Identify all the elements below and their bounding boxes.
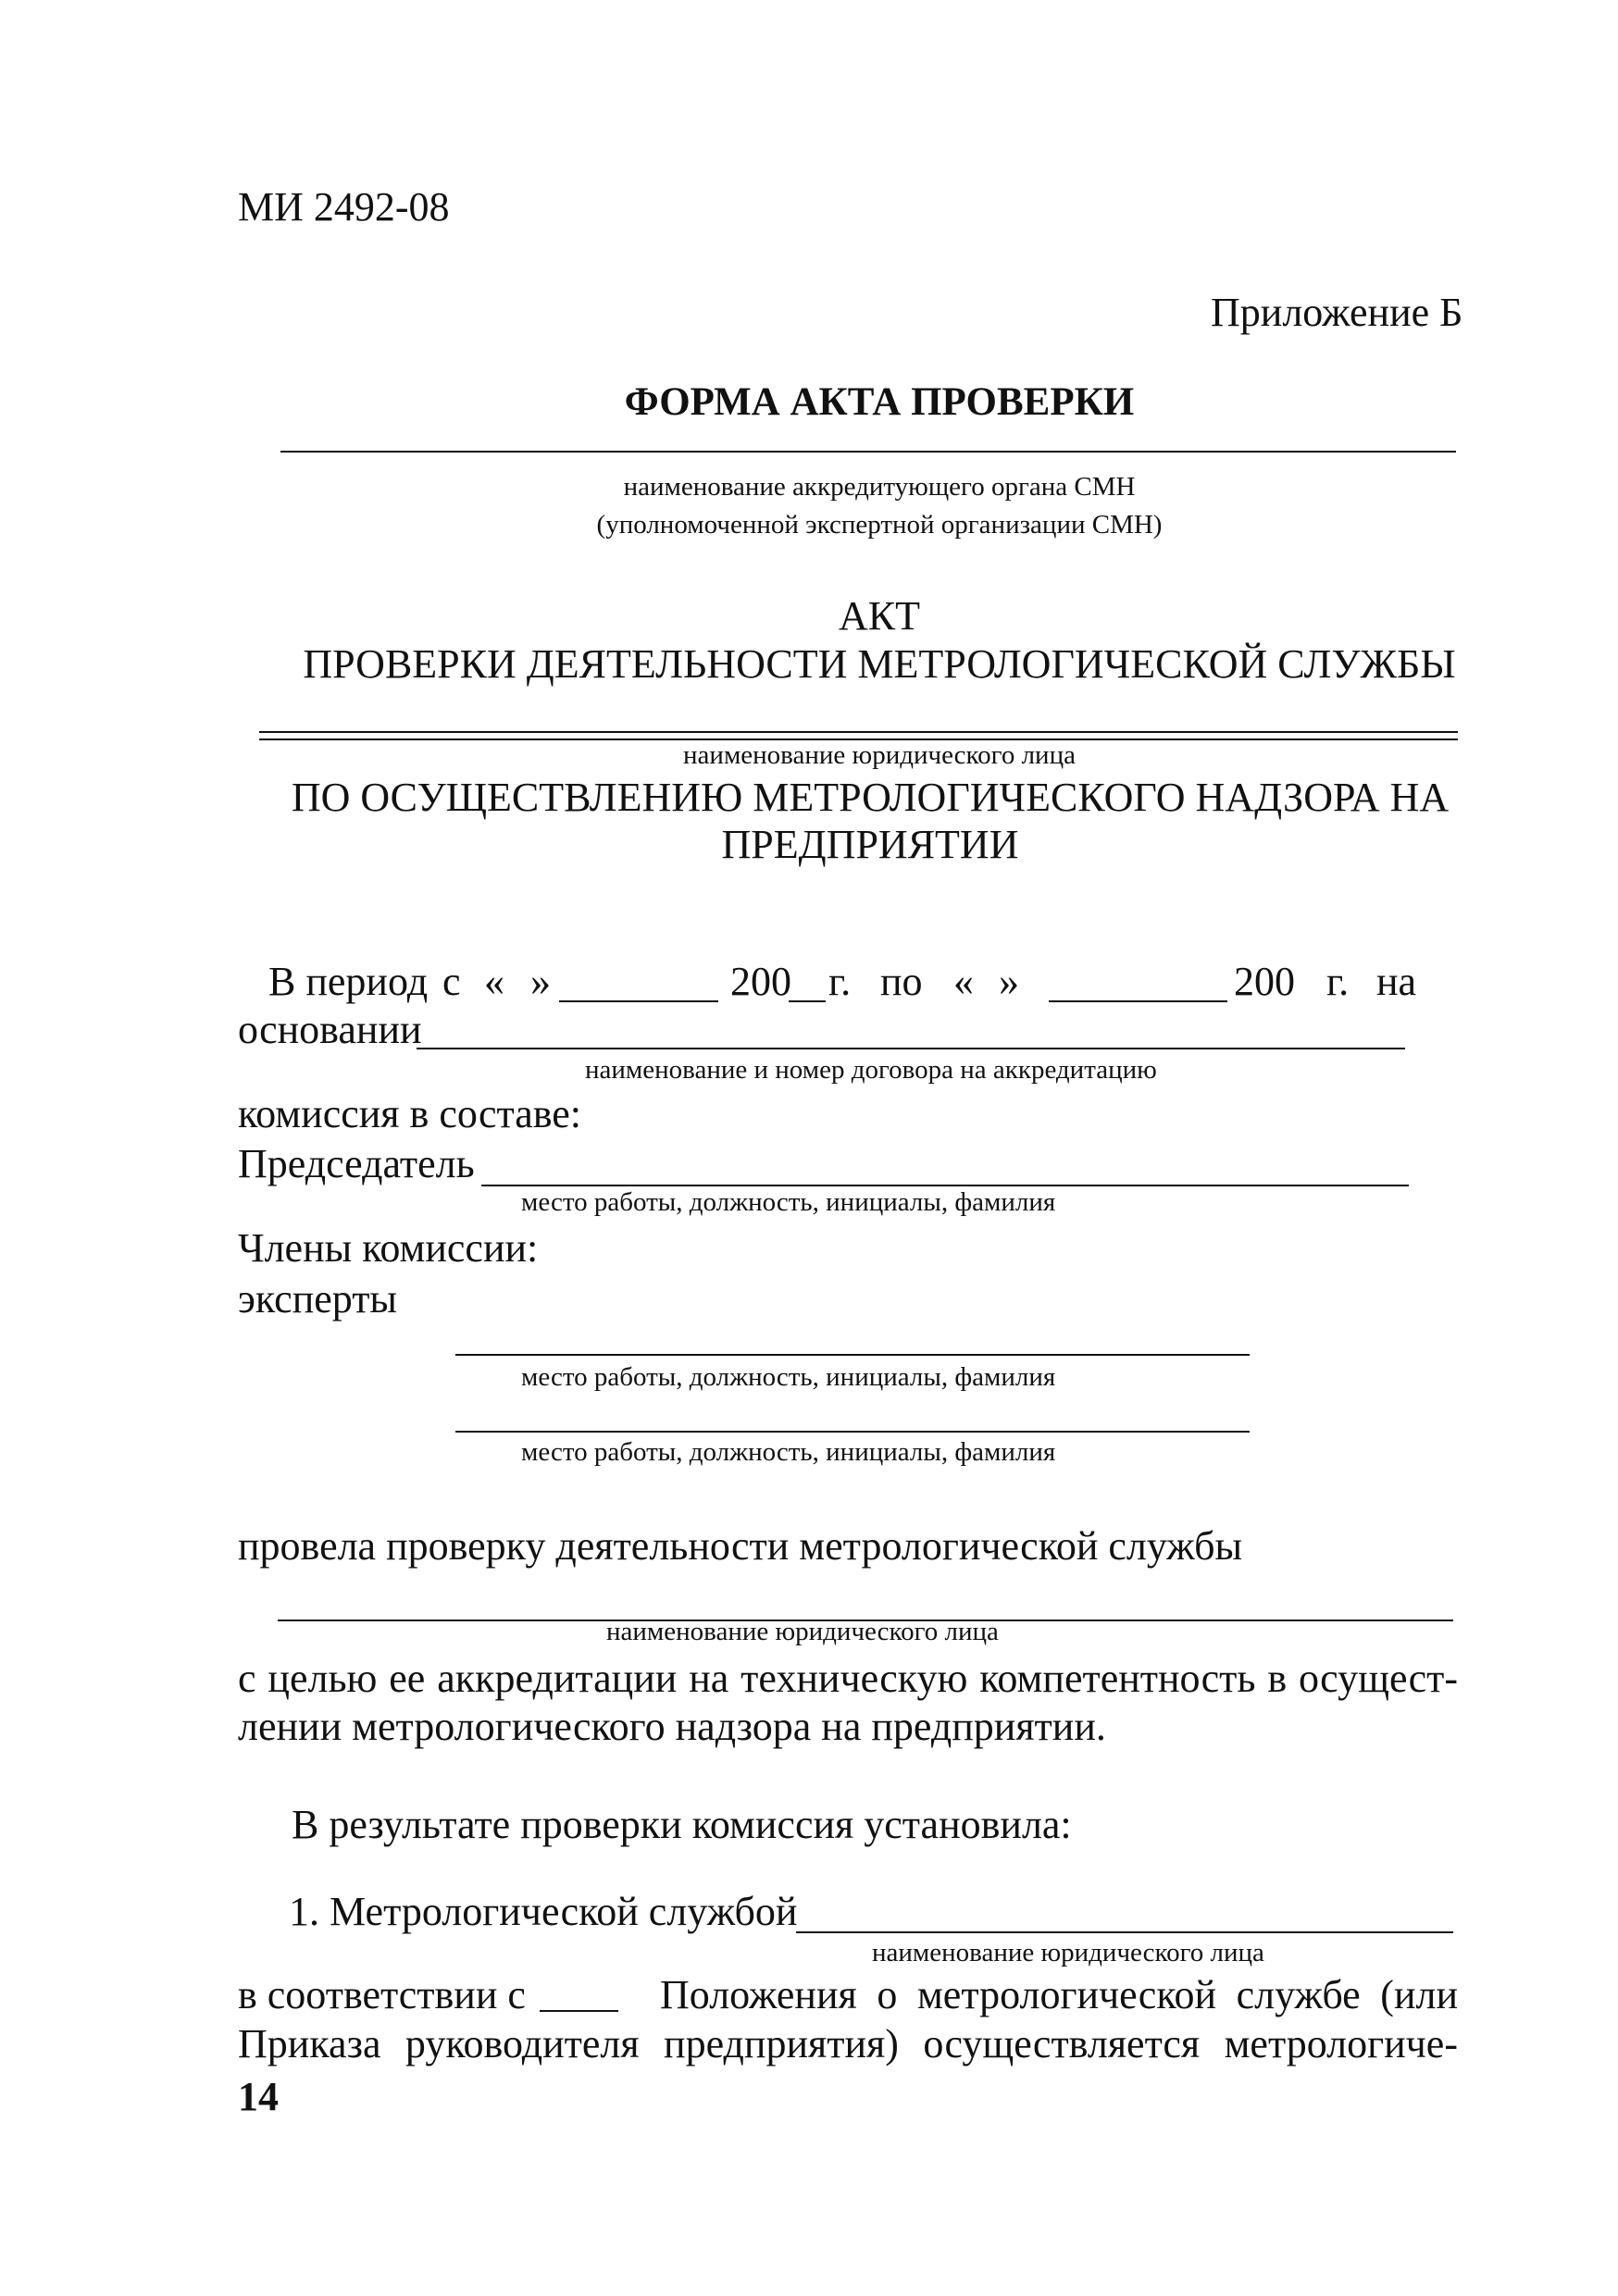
period-label: В период bbox=[268, 959, 429, 1004]
accrediting-org-field[interactable] bbox=[280, 451, 1456, 453]
accord-number-field[interactable] bbox=[540, 2010, 618, 2012]
item-1-legal-entity-caption: наименование юридического лица bbox=[872, 1938, 1264, 1967]
legal-entity-caption-2: наименование юридического лица bbox=[606, 1617, 999, 1646]
chairman-label: Председатель bbox=[238, 1141, 475, 1186]
period-from: с bbox=[442, 959, 461, 1004]
page-number: 14 bbox=[238, 2074, 279, 2119]
period-from-year: 200 bbox=[730, 959, 791, 1004]
conducted-text: провела проверку деятельности метрологической службы bbox=[238, 1523, 1243, 1569]
period-from-open-quote: « bbox=[484, 959, 504, 1004]
document-code: МИ 2492-08 bbox=[238, 184, 450, 230]
expert-2-field[interactable] bbox=[455, 1431, 1250, 1433]
form-title: ФОРМА АКТА ПРОВЕРКИ bbox=[624, 380, 1135, 424]
accrediting-org-caption-2: (уполномоченной экспертной организации СМН) bbox=[596, 510, 1163, 540]
result-text: В результате проверки комиссия установила: bbox=[292, 1802, 1072, 1847]
period-to-g: г. bbox=[1326, 959, 1350, 1004]
expert-1-field[interactable] bbox=[455, 1354, 1250, 1356]
period-on: на bbox=[1376, 959, 1417, 1004]
legal-entity-field-top[interactable] bbox=[259, 731, 1458, 733]
period-to-close-quote: » bbox=[999, 959, 1019, 1004]
period-from-month-field[interactable] bbox=[559, 1000, 718, 1002]
purpose-line-1: с целью ее аккредитации на техническую компетентность в осущест- bbox=[238, 1656, 1458, 1701]
period-from-close-quote: » bbox=[530, 959, 551, 1004]
accord-rest: Положения о метрологической службе (или bbox=[660, 1972, 1458, 2017]
item-1-legal-entity-field[interactable] bbox=[796, 1931, 1453, 1933]
legal-entity-caption-top: наименование юридического лица bbox=[683, 740, 1076, 770]
chairman-field[interactable] bbox=[481, 1185, 1409, 1186]
expert-1-caption: место работы, должность, инициалы, фамилия bbox=[521, 1362, 1056, 1392]
period-to-month-field[interactable] bbox=[1049, 1000, 1227, 1002]
period-to: по bbox=[880, 959, 923, 1004]
act-title-line2: ПО ОСУЩЕСТВЛЕНИЮ МЕТРОЛОГИЧЕСКОГО НАДЗОРА НА bbox=[291, 775, 1450, 820]
purpose-line-2: лении метрологического надзора на предприятии. bbox=[238, 1704, 1106, 1749]
basis-label: основании bbox=[238, 1007, 422, 1052]
appendix-label: Приложение Б bbox=[1211, 290, 1463, 335]
act-title-line1: ПРОВЕРКИ ДЕЯТЕЛЬНОСТИ МЕТРОЛОГИЧЕСКОЙ СЛУЖБЫ bbox=[303, 641, 1456, 687]
period-from-year-field[interactable] bbox=[789, 1000, 826, 1002]
basis-field[interactable] bbox=[417, 1048, 1405, 1049]
experts-label: эксперты bbox=[238, 1276, 397, 1322]
period-to-year: 200 bbox=[1234, 959, 1295, 1004]
members-label: Члены комиссии: bbox=[238, 1225, 539, 1271]
act-title-line3: ПРЕДПРИЯТИИ bbox=[721, 822, 1019, 867]
period-from-g: г. bbox=[828, 959, 852, 1004]
order-line: Приказа руководителя предприятия) осуществляется метрологиче- bbox=[238, 2021, 1458, 2066]
expert-2-caption: место работы, должность, инициалы, фамилия bbox=[521, 1437, 1056, 1467]
period-to-open-quote: « bbox=[953, 959, 974, 1004]
accrediting-org-caption-1: наименование аккредитующего органа СМН bbox=[623, 472, 1136, 502]
accord-prefix: в соответствии с bbox=[238, 1972, 526, 2017]
item-1-label: 1. Метрологической службой bbox=[289, 1889, 798, 1934]
commission-composition-label: комиссия в составе: bbox=[238, 1091, 582, 1136]
act-word: АКТ bbox=[839, 593, 920, 639]
chairman-caption: место работы, должность, инициалы, фамилия bbox=[521, 1187, 1056, 1217]
contract-caption: наименование и номер договора на аккредитацию bbox=[585, 1055, 1157, 1085]
